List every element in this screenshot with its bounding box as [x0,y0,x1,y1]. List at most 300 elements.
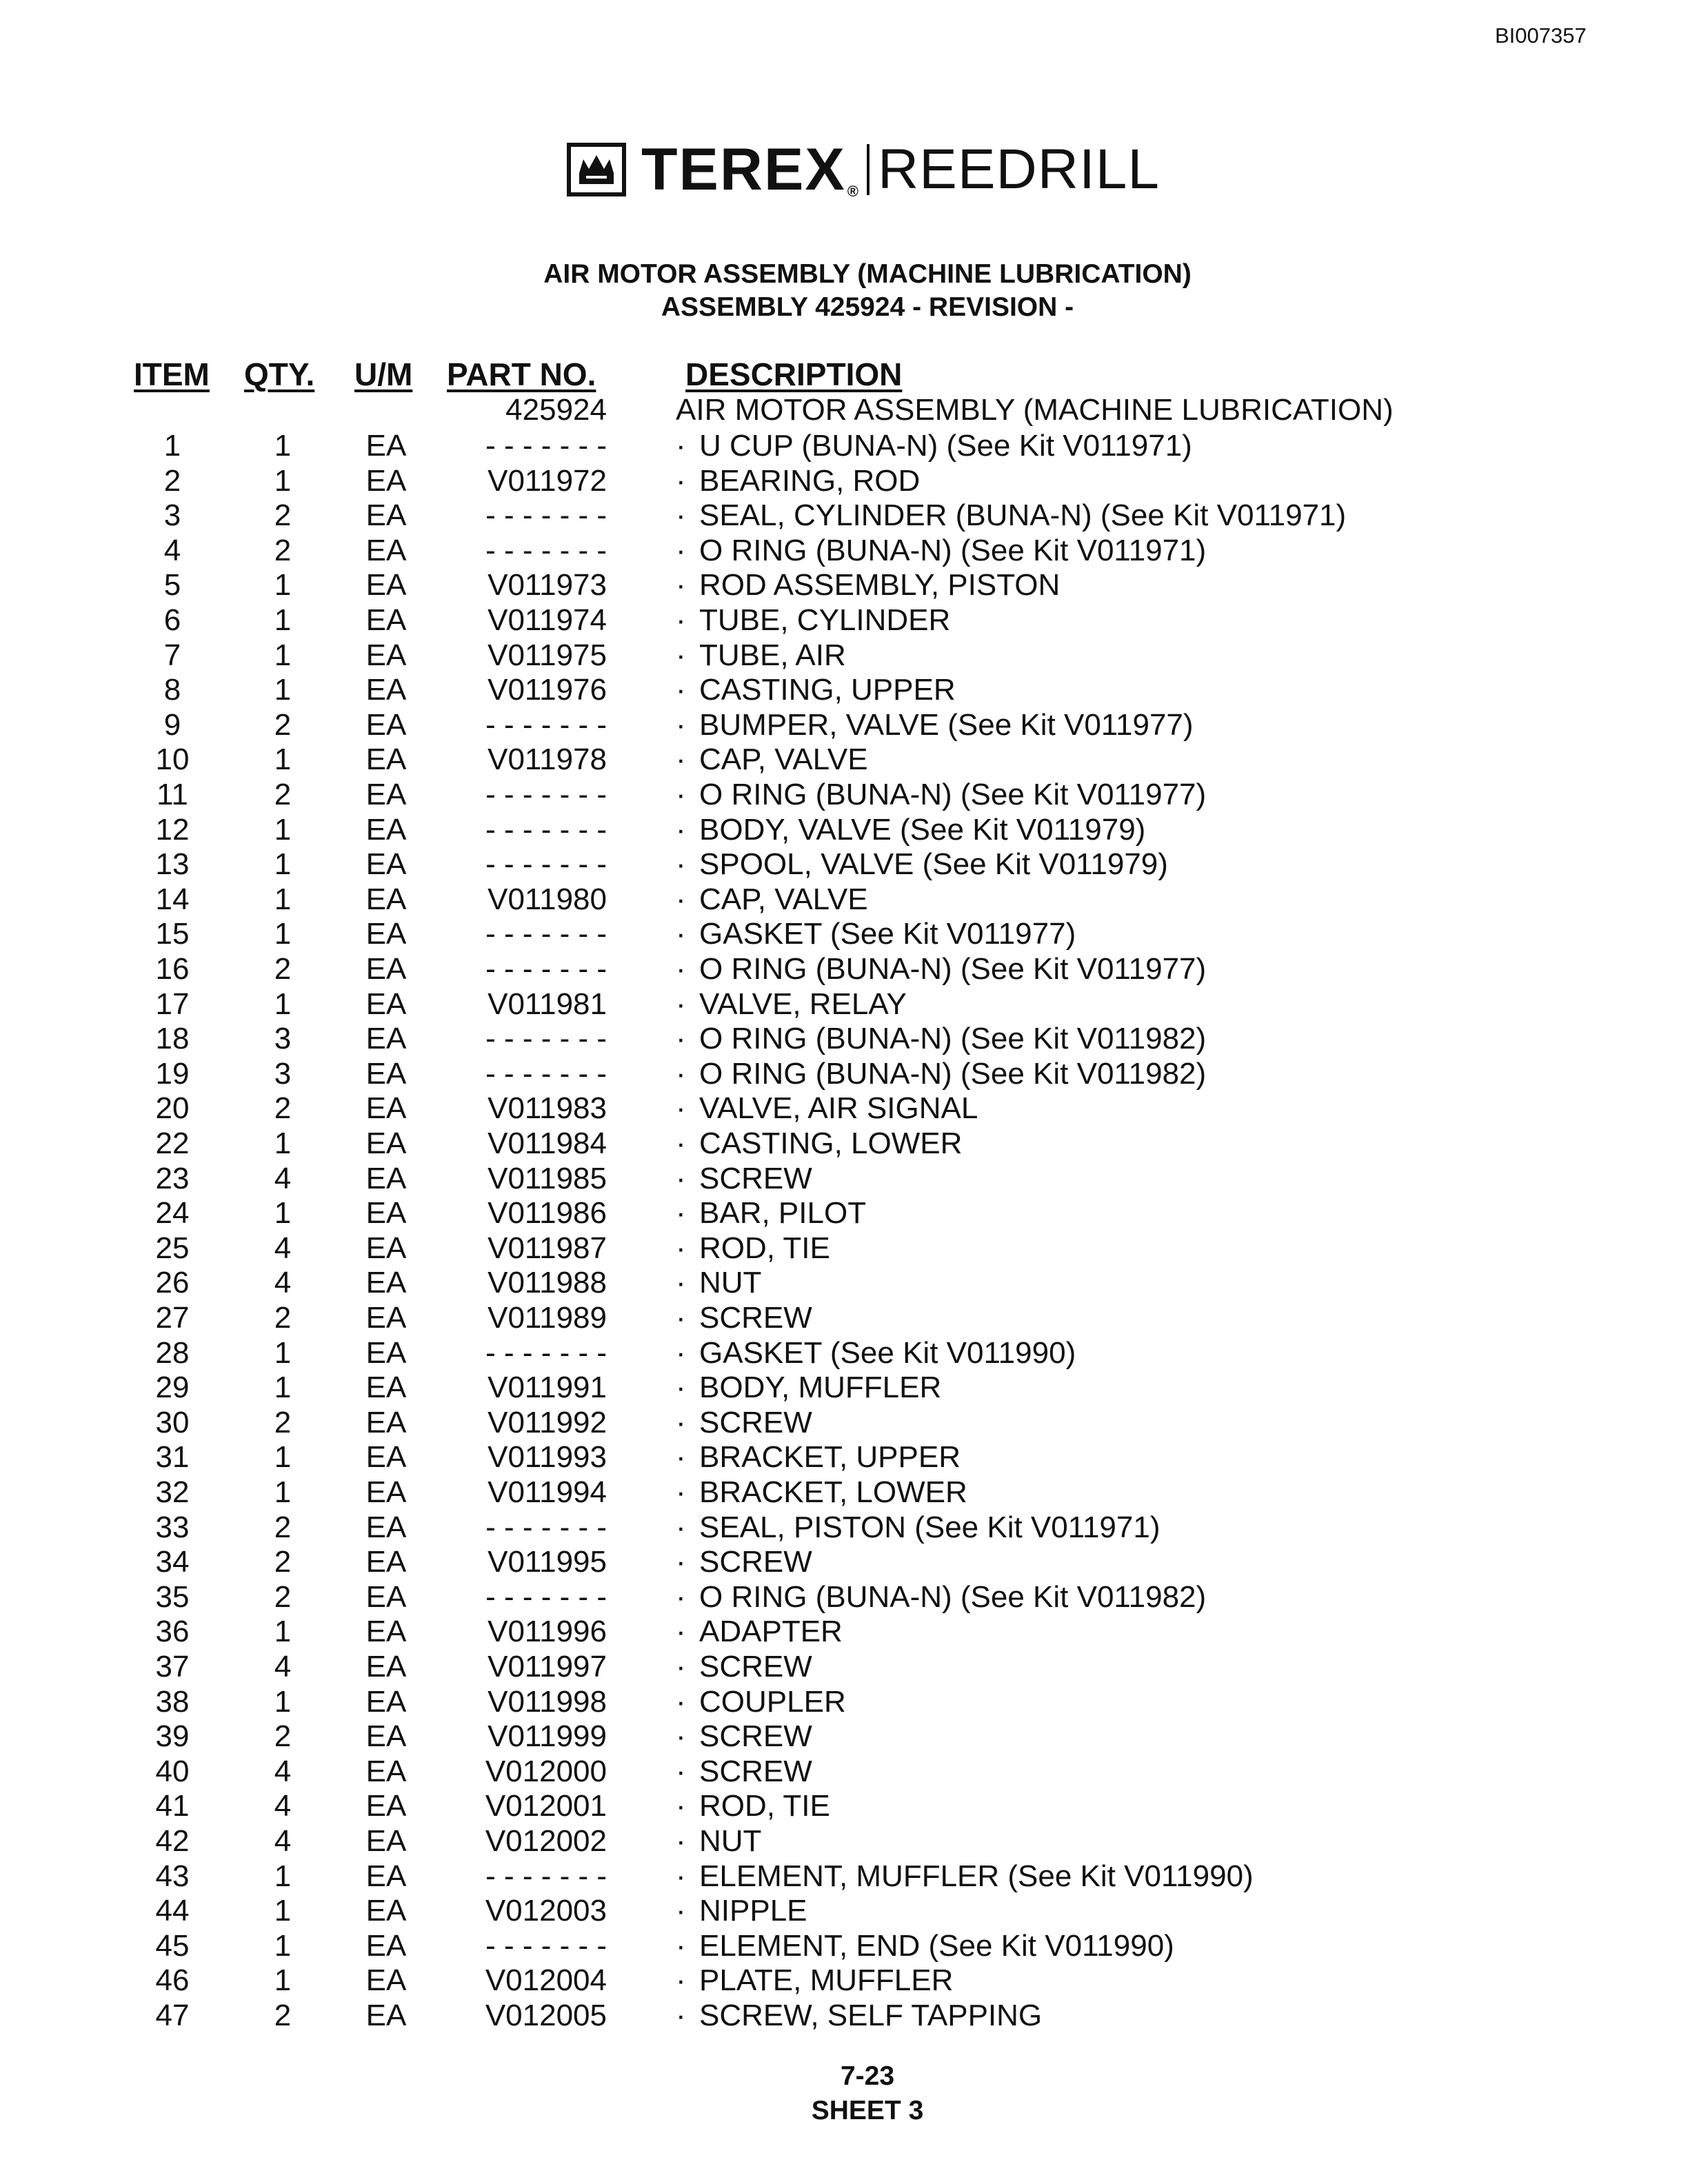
unit-of-measure: EA [365,1126,407,1160]
item-number: 43 [155,1859,190,1893]
part-description: TUBE, CYLINDER [699,603,951,637]
part-number: V012002 [485,1824,607,1858]
bullet-marker: · [676,498,686,532]
quantity: 1 [274,638,292,672]
item-number: 14 [155,882,190,916]
part-number: - - - - - - - [485,1057,607,1091]
part-description-cell [676,1406,812,1440]
parts-row [0,778,1688,812]
quantity: 1 [274,882,292,916]
item-number: 1 [163,429,181,463]
parts-row [0,1859,1688,1894]
bullet-marker: · [676,1266,686,1300]
part-description: ROD, TIE [699,1789,830,1823]
item-number: 18 [155,1022,190,1055]
parts-row [0,952,1688,987]
quantity: 2 [274,1510,292,1544]
item-number: 37 [155,1650,190,1684]
part-description-cell [676,1336,1076,1371]
part-description-cell [676,1371,941,1405]
part-description-cell [676,987,907,1022]
item-number: 44 [155,1894,190,1928]
item-number: 40 [155,1755,190,1788]
bullet-marker: · [676,1580,686,1614]
part-description: NUT [699,1824,762,1858]
unit-of-measure: EA [365,882,407,916]
column-header-qty: QTY. [244,356,315,392]
part-number: - - - - - - - [485,952,607,986]
bullet-marker: · [676,1894,686,1928]
part-description-cell [676,1231,830,1266]
part-number: V011987 [488,1231,607,1265]
part-description: ROD, TIE [699,1231,830,1265]
item-number: 32 [155,1475,190,1509]
unit-of-measure: EA [365,847,407,881]
part-description-cell [676,952,1206,987]
parts-row [0,1196,1688,1231]
bullet-marker: · [676,1406,686,1439]
item-number: 30 [155,1406,190,1439]
assembly-description: AIR MOTOR ASSEMBLY (MACHINE LUBRICATION) [676,393,1394,427]
item-number: 17 [155,987,190,1021]
part-number: - - - - - - - [485,1336,607,1370]
terex-reedrill-logo [567,136,1160,203]
bullet-marker: · [676,952,686,986]
parts-row [0,429,1688,463]
parts-row [0,1371,1688,1405]
unit-of-measure: EA [365,1824,407,1858]
part-description-cell [676,917,1076,951]
unit-of-measure: EA [365,1685,407,1719]
unit-of-measure: EA [365,1440,407,1474]
quantity: 1 [274,568,292,602]
parts-row [0,603,1688,638]
bullet-marker: · [676,1545,686,1579]
bullet-marker: · [676,1126,686,1160]
quantity: 2 [274,1999,292,2032]
part-description-cell [676,847,1168,882]
item-number: 22 [155,1126,190,1160]
logo-divider [867,144,870,195]
part-description: O RING (BUNA-N) (See Kit V011977) [699,952,1207,986]
part-number: V011976 [488,673,607,707]
part-description-cell [676,1650,812,1684]
part-description-cell [676,882,868,917]
unit-of-measure: EA [365,708,407,742]
unit-of-measure: EA [365,1650,407,1684]
quantity: 1 [274,1963,292,1997]
parts-row [0,534,1688,568]
part-description: U CUP (BUNA-N) (See Kit V011971) [699,429,1192,463]
part-description-cell [676,534,1206,568]
bullet-marker: · [676,882,686,916]
quantity: 1 [274,603,292,637]
part-description: BRACKET, LOWER [699,1475,967,1509]
unit-of-measure: EA [365,638,407,672]
part-number: - - - - - - - [485,429,607,463]
quantity: 2 [274,778,292,811]
unit-of-measure: EA [365,1929,407,1963]
unit-of-measure: EA [365,673,407,707]
part-description: NUT [699,1266,762,1300]
quantity: 1 [274,1196,292,1230]
quantity: 2 [274,498,292,532]
assembly-row [0,393,1688,427]
column-header-um: U/M [354,356,413,392]
parts-row [0,708,1688,742]
part-description-cell [676,778,1206,812]
part-description-cell [676,1510,1160,1545]
bullet-marker: · [676,1650,686,1684]
part-description-cell [676,498,1346,533]
part-number: V011998 [488,1685,607,1719]
quantity: 1 [274,1371,292,1404]
part-number: V011985 [488,1162,607,1195]
bullet-marker: · [676,603,686,637]
quantity: 2 [274,1719,292,1753]
unit-of-measure: EA [365,1894,407,1928]
crown-emblem-icon [567,143,626,196]
quantity: 1 [274,847,292,881]
item-number: 10 [155,742,190,776]
bullet-marker: · [676,1022,686,1055]
part-description: SEAL, PISTON (See Kit V011971) [699,1510,1160,1544]
item-number: 41 [155,1789,190,1823]
unit-of-measure: EA [365,742,407,776]
unit-of-measure: EA [365,1859,407,1893]
document-title: AIR MOTOR ASSEMBLY (MACHINE LUBRICATION) [543,259,1192,289]
bullet-marker: · [676,1789,686,1823]
parts-row [0,464,1688,498]
bullet-marker: · [676,1475,686,1509]
parts-row [0,498,1688,533]
parts-row [0,1301,1688,1335]
part-description: SCREW [699,1719,812,1753]
quantity: 4 [274,1650,292,1684]
quantity: 2 [274,1406,292,1439]
quantity: 4 [274,1824,292,1858]
part-description: BRACKET, UPPER [699,1440,961,1474]
parts-row [0,1963,1688,1998]
unit-of-measure: EA [365,813,407,847]
part-number: V012003 [485,1894,607,1928]
part-description: CAP, VALVE [699,742,868,776]
bullet-marker: · [676,429,686,463]
quantity: 1 [274,1336,292,1370]
item-number: 20 [155,1091,190,1125]
part-description: SCREW [699,1545,812,1579]
unit-of-measure: EA [365,1196,407,1230]
parts-row [0,1719,1688,1754]
item-number: 12 [155,813,190,847]
quantity: 1 [274,464,292,498]
part-number: V011996 [488,1615,607,1648]
parts-row [0,1440,1688,1475]
bullet-marker: · [676,1685,686,1719]
bullet-marker: · [676,742,686,776]
part-number: V011978 [488,742,607,776]
unit-of-measure: EA [365,952,407,986]
item-number: 4 [163,534,181,567]
sheet-number: SHEET 3 [811,2096,924,2125]
unit-of-measure: EA [365,1091,407,1125]
part-description-cell [676,1022,1206,1056]
unit-of-measure: EA [365,1301,407,1335]
part-number: V012001 [485,1789,607,1823]
part-description-cell [676,1789,830,1823]
part-description-cell [676,1057,1206,1091]
part-number: - - - - - - - [485,1929,607,1963]
quantity: 1 [274,1440,292,1474]
item-number: 2 [163,464,181,498]
parts-row [0,1162,1688,1196]
unit-of-measure: EA [365,1057,407,1091]
quantity: 1 [274,987,292,1021]
part-number: V011981 [488,987,607,1021]
part-number: V011994 [488,1475,607,1509]
part-number: - - - - - - - [485,1859,607,1893]
unit-of-measure: EA [365,1615,407,1648]
part-description-cell [676,1719,812,1754]
item-number: 33 [155,1510,190,1544]
part-description: COUPLER [699,1685,846,1719]
part-description: CASTING, LOWER [699,1126,963,1160]
bullet-marker: · [676,638,686,672]
part-number: - - - - - - - [485,847,607,881]
part-description-cell [676,1894,807,1928]
quantity: 4 [274,1789,292,1823]
parts-row [0,1336,1688,1371]
bullet-marker: · [676,708,686,742]
quantity: 1 [274,673,292,707]
part-number: V011995 [488,1545,607,1579]
part-description-cell [676,1266,761,1300]
part-number: - - - - - - - [485,498,607,532]
item-number: 7 [163,638,181,672]
quantity: 4 [274,1162,292,1195]
part-description-cell [676,1162,812,1196]
part-number: V011991 [488,1371,607,1404]
part-description-cell [676,1824,761,1859]
quantity: 1 [274,1929,292,1963]
part-number: - - - - - - - [485,1580,607,1614]
part-description: SPOOL, VALVE (See Kit V011979) [699,847,1168,881]
unit-of-measure: EA [365,987,407,1021]
unit-of-measure: EA [365,1231,407,1265]
parts-row [0,1231,1688,1266]
item-number: 42 [155,1824,190,1858]
bullet-marker: · [676,1859,686,1893]
part-description-cell [676,1755,812,1789]
parts-row [0,813,1688,847]
parts-row [0,1022,1688,1056]
part-number: - - - - - - - [485,1510,607,1544]
product-name: REEDRILL [877,138,1160,201]
bullet-marker: · [676,1510,686,1544]
part-description-cell [676,1929,1174,1963]
part-description-cell [676,1615,843,1649]
part-description: SCREW [699,1755,812,1788]
item-number: 15 [155,917,190,951]
quantity: 1 [274,917,292,951]
part-description: VALVE, RELAY [699,987,907,1021]
unit-of-measure: EA [365,1545,407,1579]
bullet-marker: · [676,1963,686,1997]
part-description-cell [676,638,846,673]
quantity: 3 [274,1057,292,1091]
item-number: 27 [155,1301,190,1335]
document-subtitle: ASSEMBLY 425924 - REVISION - [661,292,1074,322]
parts-row [0,1789,1688,1823]
part-description-cell [676,568,1060,603]
part-description-cell [676,1999,1042,2033]
part-description: SCREW, SELF TAPPING [699,1999,1043,2032]
part-number: - - - - - - - [485,813,607,847]
bullet-marker: · [676,1336,686,1370]
quantity: 1 [274,1859,292,1893]
bullet-marker: · [676,1824,686,1858]
part-description-cell [676,464,920,498]
unit-of-measure: EA [365,1789,407,1823]
quantity: 4 [274,1755,292,1788]
unit-of-measure: EA [365,1999,407,2032]
quantity: 1 [274,429,292,463]
bullet-marker: · [676,778,686,811]
quantity: 3 [274,1022,292,1055]
unit-of-measure: EA [365,917,407,951]
parts-row [0,1615,1688,1649]
quantity: 2 [274,708,292,742]
item-number: 28 [155,1336,190,1370]
quantity: 2 [274,1580,292,1614]
item-number: 29 [155,1371,190,1404]
part-description: SCREW [699,1162,812,1195]
quantity: 4 [274,1231,292,1265]
part-description: BODY, MUFFLER [699,1371,942,1404]
part-description-cell [676,603,950,638]
item-number: 24 [155,1196,190,1230]
part-number: - - - - - - - [485,708,607,742]
parts-row [0,1650,1688,1684]
part-description: SCREW [699,1650,812,1684]
part-description: TUBE, AIR [699,638,846,672]
part-description: CASTING, UPPER [699,673,956,707]
unit-of-measure: EA [365,1022,407,1055]
parts-row [0,1755,1688,1789]
parts-row [0,1510,1688,1545]
unit-of-measure: EA [365,603,407,637]
part-description: O RING (BUNA-N) (See Kit V011982) [699,1057,1207,1091]
unit-of-measure: EA [365,1719,407,1753]
item-number: 26 [155,1266,190,1300]
parts-row [0,1475,1688,1510]
quantity: 1 [274,742,292,776]
bullet-marker: · [676,1719,686,1753]
part-description-cell [676,1091,978,1126]
item-number: 11 [157,778,188,811]
bullet-marker: · [676,1162,686,1195]
unit-of-measure: EA [365,464,407,498]
quantity: 1 [274,1615,292,1648]
parts-row [0,1126,1688,1161]
part-number: V012005 [485,1999,607,2032]
part-description-cell [676,1963,953,1998]
bullet-marker: · [676,1999,686,2032]
part-description: ADAPTER [699,1615,843,1648]
item-number: 35 [155,1580,190,1614]
part-number: V011999 [488,1719,607,1753]
part-description: GASKET (See Kit V011977) [699,917,1076,951]
item-number: 31 [155,1440,190,1474]
unit-of-measure: EA [365,498,407,532]
part-description: VALVE, AIR SIGNAL [699,1091,978,1125]
quantity: 1 [274,813,292,847]
item-number: 45 [155,1929,190,1963]
bullet-marker: · [676,534,686,567]
part-description-cell [676,1580,1206,1615]
part-description: ELEMENT, MUFFLER (See Kit V011990) [699,1859,1254,1893]
item-number: 36 [155,1615,190,1648]
part-description-cell [676,813,1145,847]
quantity: 4 [274,1266,292,1300]
bullet-marker: · [676,673,686,707]
item-number: 38 [155,1685,190,1719]
part-description: SEAL, CYLINDER (BUNA-N) (See Kit V011971) [699,498,1347,532]
part-description: CAP, VALVE [699,882,868,916]
quantity: 1 [274,1685,292,1719]
part-number: V011992 [488,1406,607,1439]
part-number: - - - - - - - [485,917,607,951]
part-number: V011975 [488,638,607,672]
part-description: PLATE, MUFFLER [699,1963,954,1997]
unit-of-measure: EA [365,1266,407,1300]
item-number: 8 [163,673,181,707]
parts-row [0,1406,1688,1440]
quantity: 2 [274,1545,292,1579]
part-number: V011993 [488,1440,607,1474]
part-number: V011973 [488,568,607,602]
part-description: ROD ASSEMBLY, PISTON [699,568,1061,602]
part-description-cell [676,1196,866,1231]
part-number: V011974 [488,603,607,637]
unit-of-measure: EA [365,1336,407,1370]
parts-row [0,638,1688,673]
bullet-marker: · [676,813,686,847]
unit-of-measure: EA [365,568,407,602]
part-description-cell [676,1475,967,1510]
column-header-description: DESCRIPTION [685,356,903,392]
item-number: 19 [155,1057,190,1091]
item-number: 16 [155,952,190,986]
bullet-marker: · [676,1371,686,1404]
assembly-part-number: 425924 [505,393,607,427]
bullet-marker: · [676,568,686,602]
unit-of-measure: EA [365,1406,407,1439]
bullet-marker: · [676,1929,686,1963]
item-number: 3 [163,498,181,532]
unit-of-measure: EA [365,1755,407,1788]
bullet-marker: · [676,1231,686,1265]
part-description: BODY, VALVE (See Kit V011979) [699,813,1146,847]
part-description: SCREW [699,1301,812,1335]
parts-row [0,1057,1688,1091]
unit-of-measure: EA [365,778,407,811]
parts-row [0,1091,1688,1126]
part-description-cell [676,1545,812,1579]
parts-row [0,1824,1688,1859]
unit-of-measure: EA [365,1162,407,1195]
quantity: 2 [274,534,292,567]
